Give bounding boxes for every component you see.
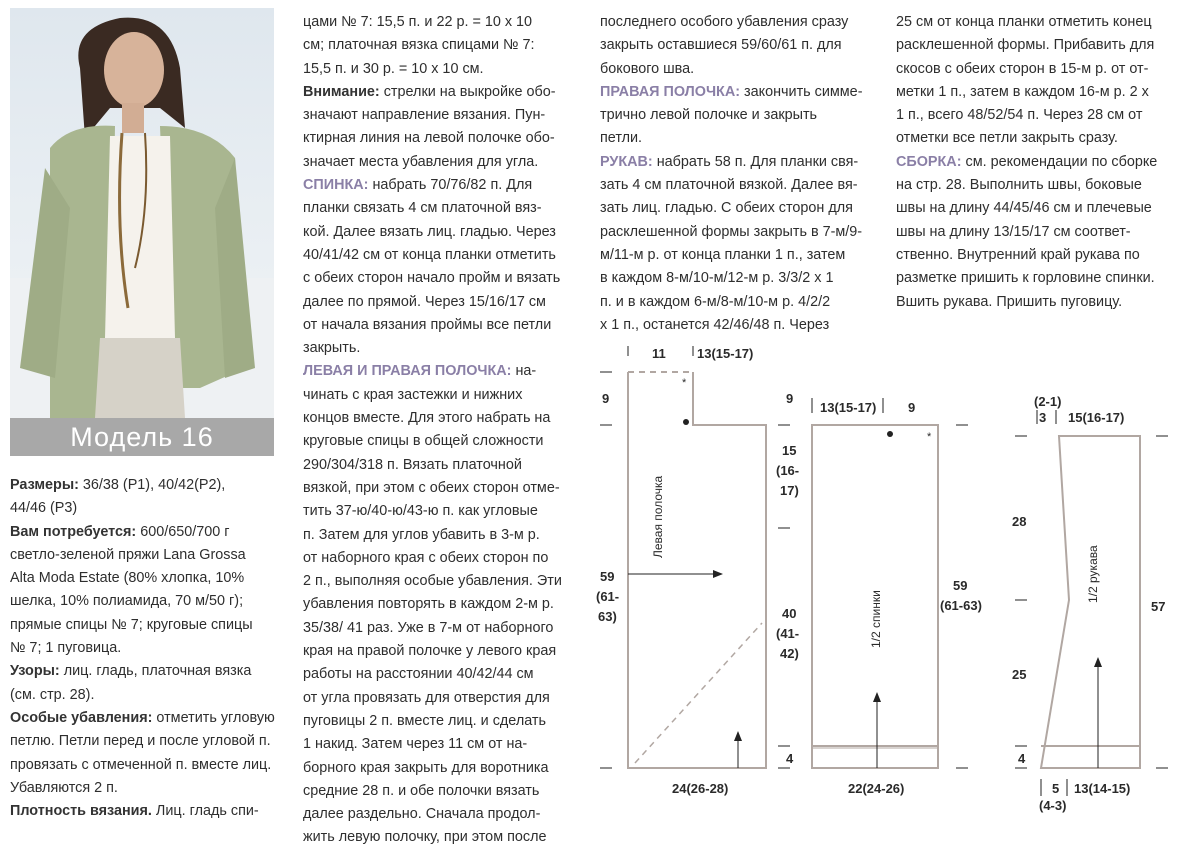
- text-line: 15,5 п. и 30 р. = 10 х 10 см.: [303, 60, 484, 77]
- text-line: 1 п., всего 48/52/54 п. Через 28 см от: [896, 107, 1143, 124]
- text-line: разметке пришить к горловине спинки.: [896, 270, 1155, 287]
- special-decreases-line: петлю. Петли перед и после угловой п.: [10, 733, 271, 750]
- text-line: от наборного края с обеих сторон по: [303, 549, 549, 566]
- instructions-column-2: [303, 11, 573, 850]
- dim-label: 5: [1052, 781, 1060, 796]
- text-line: зать 4 см платочной вязкой. Далее вя-: [600, 177, 858, 194]
- text-line: убавления повторять в каждом 2-м р.: [303, 596, 554, 613]
- text-line: набрать 58 п. Для планки свя-: [656, 153, 859, 170]
- model-illustration: [10, 8, 274, 418]
- dim-label: 11: [652, 346, 666, 361]
- instructions-column-3: [600, 11, 870, 337]
- mark-dot: [887, 431, 893, 437]
- text-line: концов вместе. Для этого набрать на: [303, 410, 551, 427]
- text-line: ственно. Внутренний край рукава по: [896, 246, 1140, 263]
- right-front-section-label: ПРАВАЯ ПОЛОЧКА:: [600, 83, 741, 100]
- text-line: последнего особого убавления сразу: [600, 14, 849, 30]
- special-decreases-line: провязать с отмеченной п. вместе лиц.: [10, 756, 272, 773]
- text-line: отметки все петли закрыть сразу.: [896, 130, 1118, 147]
- fronts-section-label: ЛЕВАЯ И ПРАВАЯ ПОЛОЧКА:: [303, 363, 512, 380]
- text-line: трично левой полочке и закрыть: [600, 107, 818, 124]
- text-line: бокового шва.: [600, 60, 695, 77]
- patterns-line: (см. стр. 28).: [10, 686, 95, 703]
- text-line: далее раздельно. Сначала продол-: [303, 806, 541, 823]
- text-line: петли.: [600, 130, 643, 147]
- text-line: х 1 п., останется 42/46/48 п. Через: [600, 316, 830, 333]
- text-line: далее по прямой. Через 15/16/17 см: [303, 293, 546, 310]
- piece-label: 1/2 спинки: [869, 590, 883, 648]
- dim-label: 4: [1018, 751, 1026, 766]
- dim-label: 17): [780, 483, 799, 498]
- sizes-line: 44/46 (Р3): [10, 500, 78, 517]
- front-piece-diagram: [596, 346, 799, 796]
- text-line: п. Затем для углов убавить в 3-м р.: [303, 526, 540, 543]
- pattern-diagrams: [590, 338, 1180, 828]
- patterns-label: Узоры:: [10, 663, 60, 680]
- instructions-column-4: [896, 11, 1158, 314]
- patterns-line: лиц. гладь, платочная вязка: [63, 663, 252, 680]
- text-line: см. рекомендации по сборке: [965, 153, 1158, 170]
- dim-label: 9: [786, 391, 794, 406]
- text-line: ктирная линия на левой полочке обо-: [303, 130, 555, 147]
- mark-dot: [683, 419, 689, 425]
- text-line: в каждом 8-м/10-м/12-м р. 3/3/2 х 1: [600, 270, 834, 287]
- text-line: расклешенной формы. Прибавить для: [896, 37, 1155, 54]
- text-line: п. и в каждом 6-м/8-м/10-м р. 4/2/2: [600, 293, 831, 310]
- text-line: цами № 7: 15,5 п. и 22 р. = 10 х 10: [303, 14, 533, 30]
- materials-line: шелка, 10% полиамида, 70 м/50 г);: [10, 593, 244, 610]
- dim-label: 9: [602, 391, 610, 406]
- materials-column: [10, 474, 274, 823]
- dim-label: 40: [782, 606, 797, 621]
- dim-label: 13(14-15): [1074, 781, 1131, 796]
- dim-label: 9: [908, 400, 916, 415]
- materials-line: прямые спицы № 7; круговые спицы: [10, 616, 253, 633]
- text-line: см; платочная вязка спицами № 7:: [303, 37, 535, 54]
- text-line: круговые спицы в общей сложности: [303, 433, 544, 450]
- dim-label: 25: [1012, 667, 1027, 682]
- text-line: средние 28 п. и обе полочки вязать: [303, 782, 540, 799]
- density-label: Плотность вязания.: [10, 803, 152, 820]
- text-line: чинать с края застежки и нижних: [303, 386, 523, 403]
- text-line: закончить симме-: [744, 83, 863, 100]
- text-line: от начала вязания проймы все петли: [303, 316, 552, 333]
- materials-label: Вам потребуется:: [10, 523, 137, 540]
- dim-label: 24(26-28): [672, 781, 729, 796]
- back-piece-diagram: [786, 391, 982, 796]
- text-line: кой. Далее вязать лиц. гладью. Через: [303, 223, 556, 240]
- dim-label: 13(15-17): [697, 346, 754, 361]
- dim-label: (41-: [776, 626, 800, 641]
- dim-label: (61-: [596, 589, 620, 604]
- materials-line: Alta Moda Estate (80% хлопка, 10%: [10, 570, 245, 587]
- assembly-section-label: СБОРКА:: [896, 153, 962, 170]
- dim-label: 63): [598, 609, 617, 624]
- piece-label: Левая полочка: [651, 475, 665, 558]
- dim-label: (61-63): [940, 598, 982, 613]
- text-line: 1 накид. Затем через 11 см от на-: [303, 736, 528, 753]
- text-line: работы на расстоянии 40/42/44 см: [303, 666, 534, 683]
- text-line: метки 1 п., затем в каждом 16-м р. 2 х: [896, 83, 1149, 100]
- dim-label: 4: [786, 751, 794, 766]
- materials-line: светло-зеленой пряжи Lana Grossa: [10, 546, 246, 563]
- text-line: швы на длину 44/45/46 см и плечевые: [896, 200, 1152, 217]
- star-mark: *: [682, 377, 687, 389]
- text-line: закрыть.: [303, 340, 361, 357]
- text-line: набрать 70/76/82 п. Для: [372, 177, 533, 194]
- star-mark: *: [927, 431, 932, 443]
- text-line: значают направление вязания. Пун-: [303, 107, 546, 124]
- sleeve-section-label: РУКАВ:: [600, 153, 653, 170]
- piece-label: 1/2 рукава: [1086, 545, 1100, 603]
- density-line: Лиц. гладь спи-: [155, 803, 259, 820]
- dim-label: 28: [1012, 514, 1027, 529]
- dim-label: 3: [1039, 410, 1047, 425]
- materials-line: 600/650/700 г: [140, 523, 230, 540]
- text-line: Вшить рукава. Пришить пуговицу.: [896, 293, 1123, 310]
- text-line: 35/38/ 41 раз. Уже в 7-м от наборного: [303, 619, 554, 636]
- text-line: 2 п., выполняя особые убавления. Эти: [303, 573, 562, 590]
- text-line: скосов с обеих сторон в 15-м р. от от-: [896, 60, 1149, 77]
- text-line: 290/304/318 п. Вязать платочной: [303, 456, 522, 473]
- special-decreases-line: Убавляются 2 п.: [10, 779, 118, 796]
- sizes-label: Размеры:: [10, 477, 79, 493]
- text-line: закрыть оставшиеся 59/60/61 п. для: [600, 37, 842, 54]
- text-line: стрелки на выкройке обо-: [383, 83, 556, 100]
- materials-line: № 7; 1 пуговица.: [10, 640, 122, 657]
- text-line: 40/41/42 см от конца планки отметить: [303, 246, 556, 263]
- text-line: значает места убавления для угла.: [303, 153, 539, 170]
- dim-label: (16-: [776, 463, 800, 478]
- dim-label: 15: [782, 443, 797, 458]
- text-line: жить левую полочку, при этом после: [303, 829, 547, 846]
- text-line: 25 см от конца планки отметить конец: [896, 14, 1152, 30]
- text-line: расклешенной формы закрыть в 7-м/9-: [600, 223, 863, 240]
- text-line: края на правой полочке у левого края: [303, 643, 557, 660]
- sizes-line: 36/38 (Р1), 40/42(Р2),: [82, 477, 226, 493]
- special-decreases-label: Особые убавления:: [10, 709, 153, 726]
- dim-label: (4-3): [1039, 798, 1067, 813]
- dim-label: (2-1): [1034, 394, 1062, 409]
- sleeve-piece-diagram: [1012, 394, 1168, 813]
- dim-label: 15(16-17): [1068, 410, 1125, 425]
- dim-label: 13(15-17): [820, 400, 877, 415]
- special-decreases-line: отметить угловую: [156, 709, 275, 726]
- back-section-label: СПИНКА:: [303, 177, 369, 194]
- model-caption: Модель 16: [10, 418, 274, 456]
- text-line: швы на длину 13/15/17 см соответ-: [896, 223, 1131, 240]
- text-line: пуговицы 2 п. вместе лиц. и сделать: [303, 712, 546, 729]
- text-line: планки связать 4 см платочной вяз-: [303, 200, 542, 217]
- text-line: вязкой, при этом с обеих сторон отме-: [303, 479, 560, 496]
- attention-label: Внимание:: [303, 83, 380, 100]
- text-line: тить 37-ю/40-ю/43-ю п. как угловые: [303, 503, 538, 520]
- model-photo: [10, 8, 274, 456]
- dim-label: 59: [600, 569, 615, 584]
- dim-label: 22(24-26): [848, 781, 905, 796]
- text-line: от угла провязать для отверстия для: [303, 689, 550, 706]
- dim-label: 57: [1151, 599, 1166, 614]
- text-line: м/11-м р. от конца планки 1 п., затем: [600, 246, 846, 263]
- text-line: на-: [515, 363, 537, 380]
- text-line: на стр. 28. Выполнить швы, боковые: [896, 177, 1142, 194]
- text-line: зать лиц. гладью. С обеих сторон для: [600, 200, 853, 217]
- text-line: с обеих сторон начало пройм и вязать: [303, 270, 561, 287]
- dim-label: 42): [780, 646, 799, 661]
- dim-label: 59: [953, 578, 968, 593]
- text-line: борного края закрыть для воротника: [303, 759, 549, 776]
